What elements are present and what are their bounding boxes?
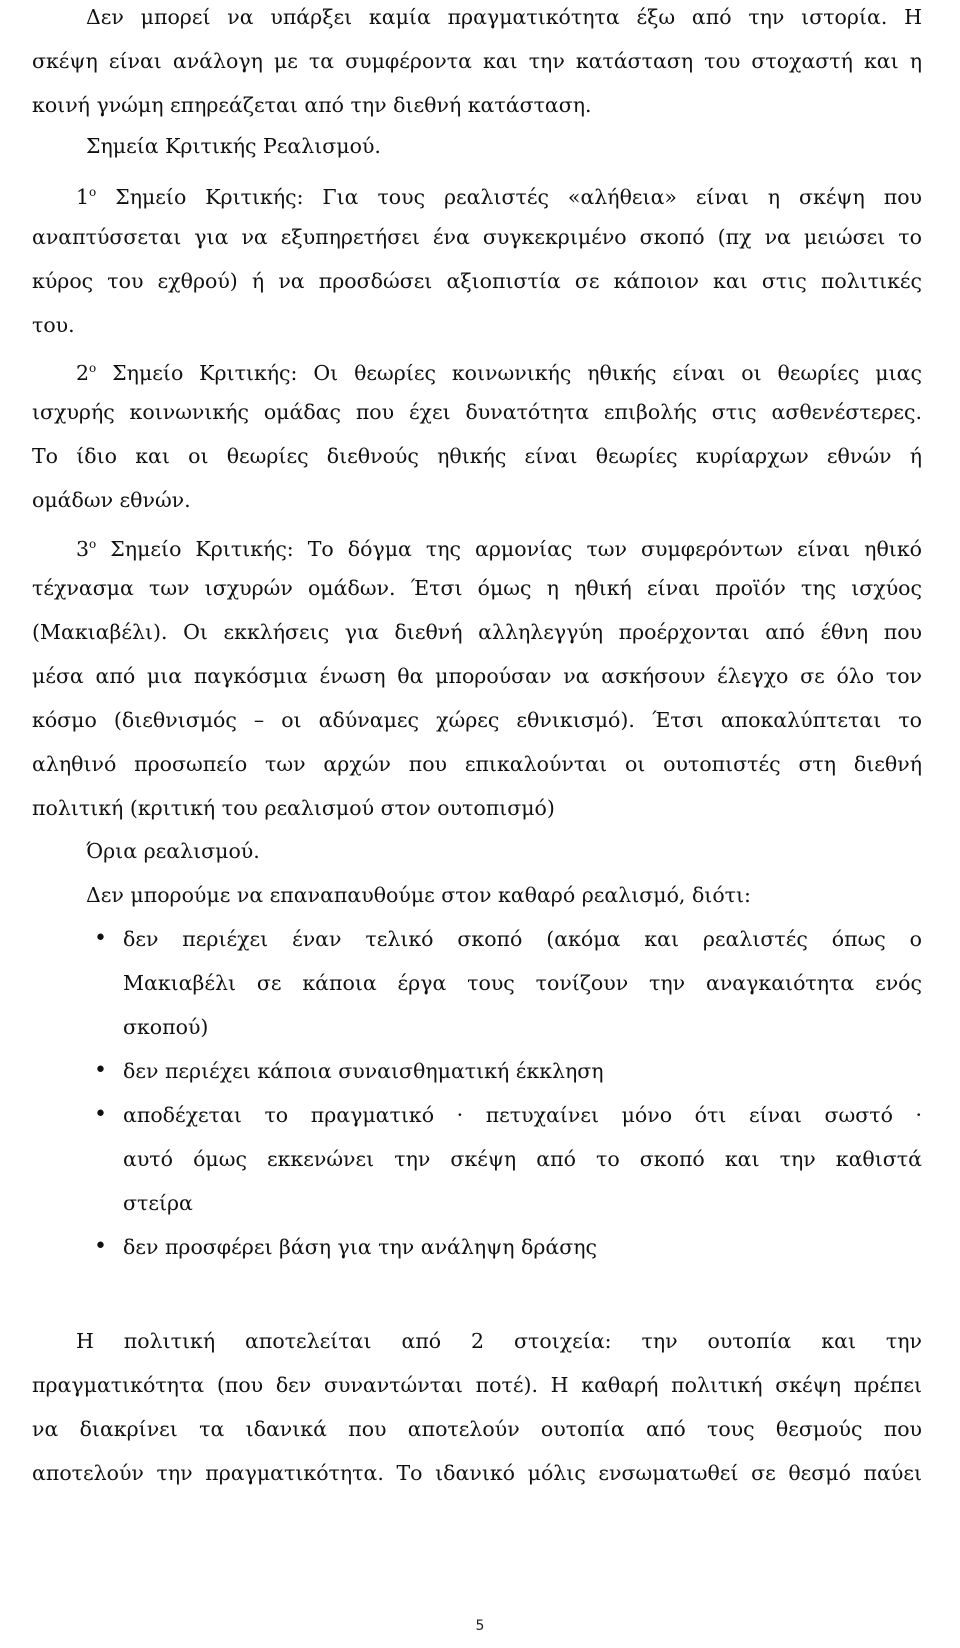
point-number: 1: [76, 184, 90, 209]
bullet-icon: •: [94, 1058, 107, 1083]
paragraph-line: αναπτύσσεται για να εξυπηρετήσει ένα συγκεκριμένο σκοπό (πχ να μειώσει το: [32, 225, 922, 249]
section-heading: Σημεία Κριτικής Ρεαλισμού.: [86, 134, 381, 158]
paragraph-line: Η πολιτική αποτελείται από 2 στοιχεία: την ουτοπία και την: [76, 1329, 922, 1353]
paragraph-line: Δεν μπορεί να υπάρξει καμία πραγματικότητα έξω από την ιστορία. Η: [86, 5, 922, 29]
section-heading: Όρια ρεαλισμού.: [86, 839, 260, 863]
paragraph-line: Το ίδιο και οι θεωρίες διεθνούς ηθικής είναι θεωρίες κυρίαρχων εθνών ή: [32, 444, 922, 468]
point-number: 2: [76, 360, 90, 385]
list-item-continuation: Μακιαβέλι σε κάποια έργα τους τονίζουν την αναγκαιότητα ενός: [123, 971, 922, 995]
list-item: δεν προσφέρει βάση για την ανάληψη δράσης: [123, 1235, 598, 1259]
ordinal-superscript: ο: [89, 185, 97, 199]
point-text: Σημείο Κριτικής: Για τους ρεαλιστές «αλήθεια» είναι η σκέψη που: [96, 184, 922, 209]
list-item-continuation: στείρα: [123, 1191, 193, 1215]
paragraph-line: του.: [32, 313, 75, 337]
point-text: Σημείο Κριτικής: Οι θεωρίες κοινωνικής ηθικής είναι οι θεωρίες μιας: [96, 360, 922, 385]
point-number: 3: [76, 536, 90, 561]
paragraph-line: πραγματικότητα (που δεν συναντώνται ποτέ). Η καθαρή πολιτική σκέψη πρέπει: [32, 1373, 922, 1397]
list-item: δεν περιέχει κάποια συναισθηματική έκκληση: [123, 1059, 604, 1083]
bullet-icon: •: [94, 1234, 107, 1259]
paragraph-line: να διακρίνει τα ιδανικά που αποτελούν ουτοπία από τους θεσμούς που: [32, 1417, 922, 1441]
paragraph-line: μέσα από μια παγκόσμια ένωση θα μπορούσαν να ασκήσουν έλεγχο σε όλο τον: [32, 664, 922, 688]
bullet-icon: •: [94, 1102, 107, 1127]
list-item-continuation: σκοπού): [123, 1015, 209, 1039]
paragraph-line: κόσμο (διεθνισμός – οι αδύναμες χώρες εθνικισμό). Έτσι αποκαλύπτεται το: [32, 708, 922, 732]
paragraph-line: ομάδων εθνών.: [32, 488, 191, 512]
list-item-continuation: αυτό όμως εκκενώνει την σκέψη από το σκοπό και την καθιστά: [123, 1147, 922, 1171]
list-intro: Δεν μπορούμε να επαναπαυθούμε στον καθαρό ρεαλισμό, διότι:: [86, 883, 751, 907]
page-number: 5: [475, 1618, 485, 1634]
ordinal-superscript: ο: [89, 537, 97, 551]
list-item: αποδέχεται το πραγματικό · πετυχαίνει μόνο ότι είναι σωστό ·: [123, 1103, 922, 1127]
paragraph-line: κοινή γνώμη επηρεάζεται από την διεθνή κατάσταση.: [32, 93, 592, 117]
paragraph-line: ισχυρής κοινωνικής ομάδας που έχει δυνατότητα επιβολής στις ασθενέστερες.: [32, 400, 922, 424]
paragraph-line: τέχνασμα των ισχυρών ομάδων. Έτσι όμως η ηθική είναι προϊόν της ισχύος: [32, 576, 922, 600]
paragraph-line: σκέψη είναι ανάλογη με τα συμφέροντα και την κατάσταση του στοχαστή και η: [32, 49, 922, 73]
bullet-icon: •: [94, 926, 107, 951]
paragraph-line: αληθινό προσωπείο των αρχών που επικαλούνται οι ουτοπιστές στη διεθνή: [32, 752, 922, 776]
ordinal-superscript: ο: [89, 361, 97, 375]
point-text: Σημείο Κριτικής: Το δόγμα της αρμονίας των συμφερόντων είναι ηθικό: [96, 536, 922, 561]
paragraph-line: πολιτική (κριτική του ρεαλισμού στον ουτοπισμό): [32, 796, 555, 820]
paragraph-line: κύρος του εχθρού) ή να προσδώσει αξιοπιστία σε κάποιον και στις πολιτικές: [32, 269, 922, 293]
list-item: δεν περιέχει έναν τελικό σκοπό (ακόμα και ρεαλιστές όπως ο: [123, 927, 922, 951]
paragraph-line: αποτελούν την πραγματικότητα. Το ιδανικό μόλις ενσωματωθεί σε θεσμό παύει: [32, 1461, 922, 1485]
critique-point-3: [76, 529, 922, 559]
critique-point-2: [76, 353, 922, 383]
paragraph-line: (Μακιαβέλι). Οι εκκλήσεις για διεθνή αλληλεγγύη προέρχονται από έθνη που: [32, 620, 922, 644]
critique-point-1: [76, 177, 922, 207]
